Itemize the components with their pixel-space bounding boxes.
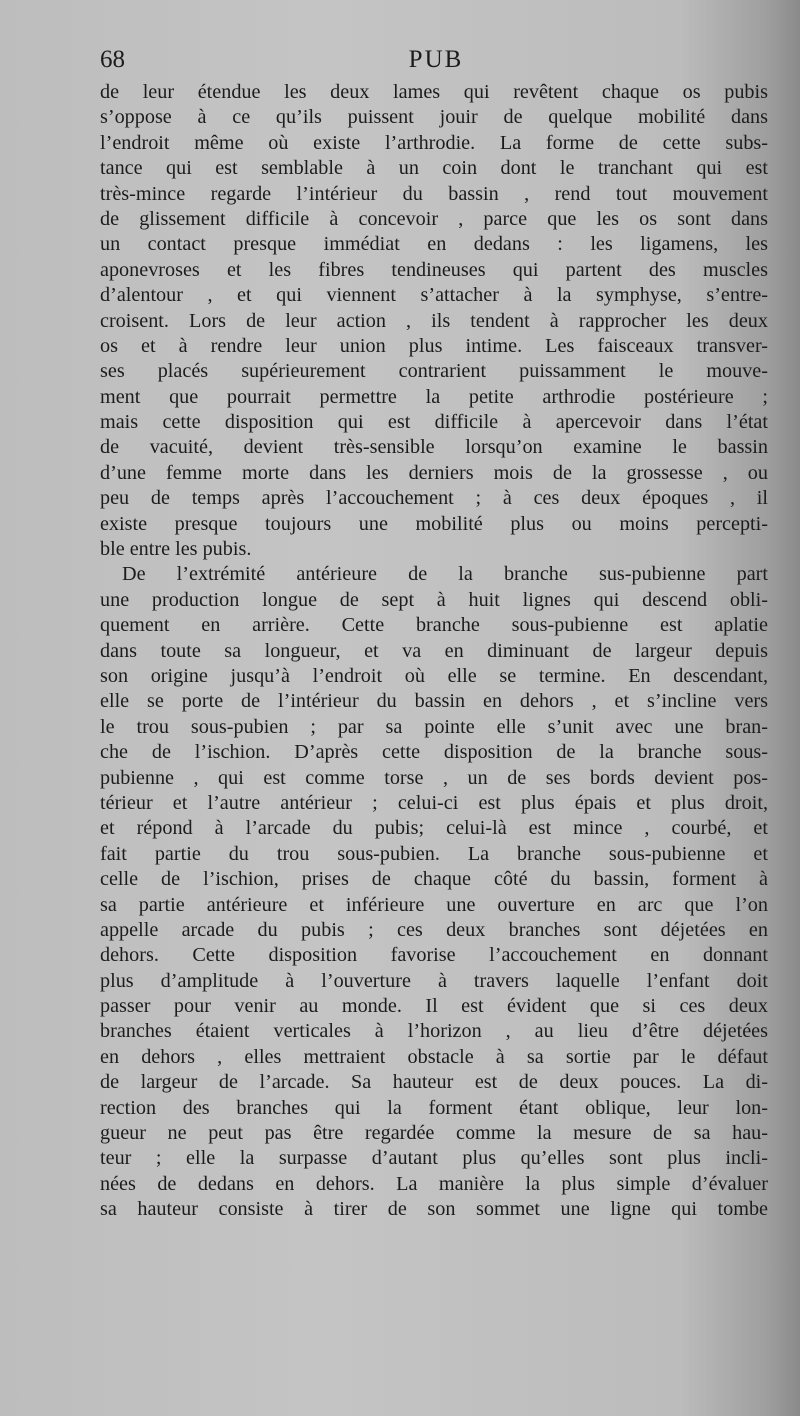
text-line: che de l’ischion. D’après cette disposition de la branche sous- xyxy=(100,741,768,764)
text-line: celle de l’ischion, prises de chaque côté du bassin, forment à xyxy=(100,868,768,891)
text-line: ble entre les pubis. xyxy=(100,538,252,561)
text-line: ses placés supérieurement contrarient puissamment le mouve- xyxy=(100,360,768,383)
text-line: très-mince regarde l’intérieur du bassin , rend tout mouvement xyxy=(100,182,768,205)
text-line: pubienne , qui est comme torse , un de ses bords devient pos- xyxy=(100,766,768,789)
text-line: passer pour venir au monde. Il est évident que si ces deux xyxy=(100,995,768,1018)
text-line: de vacuité, devient très-sensible lorsqu’on examine le bassin xyxy=(100,436,768,459)
page-number: 68 xyxy=(100,46,125,73)
text-line: teur ; elle la surpasse d’autant plus qu’elles sont plus incli- xyxy=(100,1147,768,1170)
text-line: peu de temps après l’accouchement ; à ces deux époques , il xyxy=(100,487,768,510)
paragraph xyxy=(100,562,768,1222)
text-line: rection des branches qui la forment étant oblique, leur lon- xyxy=(100,1096,768,1119)
text-line: un contact presque immédiat en dedans : les ligamens, les xyxy=(100,233,768,256)
text-line: ment que pourrait permettre la petite arthrodie postérieure ; xyxy=(100,385,768,408)
text-line: plus d’amplitude à l’ouverture à travers laquelle l’enfant doit xyxy=(100,969,768,992)
text-line: son origine jusqu’à l’endroit où elle se termine. En descendant, xyxy=(100,664,768,687)
text-line: tance qui est semblable à un coin dont le tranchant qui est xyxy=(100,157,768,180)
text-line: gueur ne peut pas être regardée comme la mesure de sa hau- xyxy=(100,1122,768,1145)
running-head: PUB xyxy=(408,46,464,73)
text-line: os et à rendre leur union plus intime. Les faisceaux transver- xyxy=(100,334,768,357)
text-line: s’oppose à ce qu’ils puissent jouir de quelque mobilité dans xyxy=(100,106,768,129)
text-line: quement en arrière. Cette branche sous-pubienne est aplatie xyxy=(100,614,768,637)
text-line: fait partie du trou sous-pubien. La branche sous-pubienne et xyxy=(100,842,768,865)
text-line: dans toute sa longueur, et va en diminuant de largeur depuis xyxy=(100,639,768,662)
text-line: croisent. Lors de leur action , ils tendent à rapprocher les deux xyxy=(100,309,768,332)
text-line: en dehors , elles mettraient obstacle à sa sortie par le défaut xyxy=(100,1045,768,1068)
text-line: d’alentour , et qui viennent s’attacher à la symphyse, s’entre- xyxy=(100,284,768,307)
text-line: nées de dedans en dehors. La manière la plus simple d’évaluer xyxy=(100,1172,768,1195)
text-line: une production longue de sept à huit lignes qui descend obli- xyxy=(100,588,768,611)
text-line: appelle arcade du pubis ; ces deux branches sont déjetées en xyxy=(100,918,768,941)
text-line: l’endroit même où existe l’arthrodie. La forme de cette subs- xyxy=(100,131,768,154)
text-line: térieur et l’autre antérieur ; celui-ci est plus épais et plus droit, xyxy=(100,791,768,814)
text-line: d’une femme morte dans les derniers mois de la grossesse , ou xyxy=(100,461,768,484)
text-line: existe presque toujours une mobilité plus ou moins percepti- xyxy=(100,512,768,535)
text-line: et répond à l’arcade du pubis; celui-là est mince , courbé, et xyxy=(100,817,768,840)
body-text xyxy=(100,80,768,1223)
text-line: sa partie antérieure et inférieure une ouverture en arc que l’on xyxy=(100,893,768,916)
text-line: le trou sous-pubien ; par sa pointe elle s’unit avec une bran- xyxy=(100,715,768,738)
text-line: branches étaient verticales à l’horizon , au lieu d’être déjetées xyxy=(100,1020,768,1043)
text-line: De l’extrémité antérieure de la branche sus-pubienne part xyxy=(122,563,768,586)
paragraph xyxy=(100,80,768,562)
text-line: elle se porte de l’intérieur du bassin en dehors , et s’incline vers xyxy=(100,690,768,713)
text-line: sa hauteur consiste à tirer de son sommet une ligne qui tombe xyxy=(100,1198,768,1221)
text-line: dehors. Cette disposition favorise l’accouchement en donnant xyxy=(100,944,768,967)
page-header xyxy=(100,46,772,80)
text-line: de leur étendue les deux lames qui revêtent chaque os pubis xyxy=(100,81,768,103)
text-line: mais cette disposition qui est difficile à apercevoir dans l’état xyxy=(100,411,768,434)
text-line: de largeur de l’arcade. Sa hauteur est de deux pouces. La di- xyxy=(100,1071,768,1094)
text-line: aponevroses et les fibres tendineuses qui partent des muscles xyxy=(100,258,768,281)
text-line: de glissement difficile à concevoir , parce que les os sont dans xyxy=(100,207,768,230)
